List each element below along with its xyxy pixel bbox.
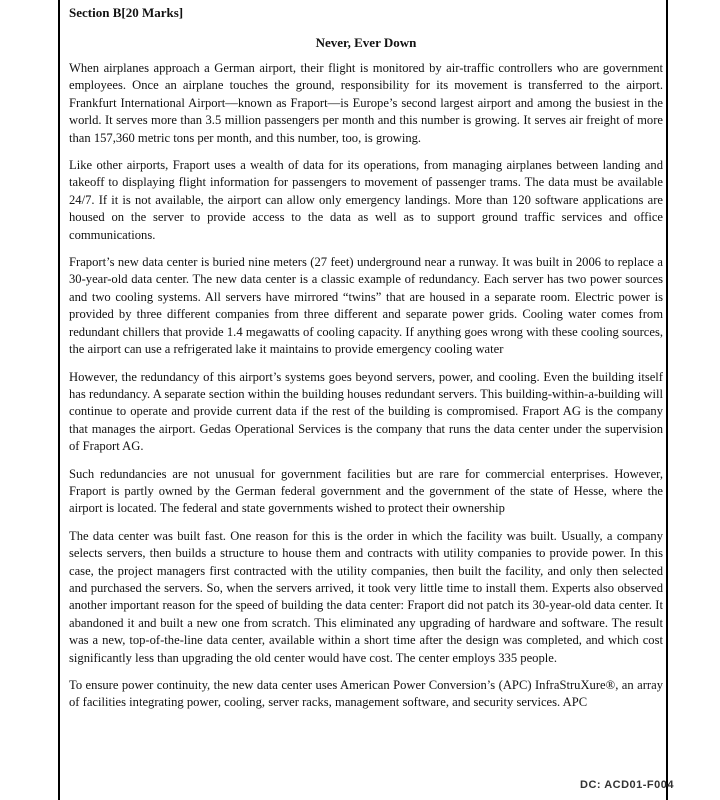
paragraph-intro: When airplanes approach a German airport, their flight is monitored by air-traffic controllers who are government employees. Once an airplane touches the ground, responsibility for its movement is transferred to the airport. Frankfurt International Airport—known as Fraport—is Europe’s second largest airport and among the busiest in the world. It serves more than 3.5 million passengers per month and this number is growing. It serves air freight of more than 157,360 metric tons per month, and this number, too, is growing. bbox=[69, 61, 663, 145]
section-heading: Section B[20 Marks] bbox=[69, 5, 184, 20]
paragraph-new-data-center: Fraport’s new data center is buried nine meters (27 feet) underground near a runway. It was built in 2006 to replace a 30-year-old data center. The new data center is a classic example of redundancy. Each server has two power sources and two cooling systems. All servers have mirrored “twins” that are housed in a separate room. Electric power is provided by three different companies from three different and separate power grids. Cooling water comes from redundant chillers that provide 1.4 megawatts of cooling capacity. If anything goes wrong with these cooling sources, the airport can use a refrigerated lake it maintains to provide emergency cooling water bbox=[69, 255, 663, 357]
article-title: Never, Ever Down bbox=[315, 35, 417, 50]
paragraph-power-continuity: To ensure power continuity, the new data center uses American Power Conversion’s (APC) InfraStruXure®, an array of facilities integrating power, cooling, server racks, management software, and security services. APC bbox=[69, 678, 663, 710]
paragraph-data-usage: Like other airports, Fraport uses a wealth of data for its operations, from managing airplanes between landing and takeoff to displaying flight information for passengers to movement of passenger trams. The data must be available 24/7. If it is not available, the airport can allow only emergency landings. More than 120 software applications are housed on the server to provide access to the data as well as to support ground traffic services and office communications. bbox=[69, 158, 663, 242]
paragraph-build-speed: The data center was built fast. One reason for this is the order in which the facility was built. Usually, a company selects servers, then builds a structure to house them and contracts with utility companies to provide power. In this case, the project managers first contracted with the utility companies, then built the facility, and only then selected and purchased the servers. So, when the servers arrived, it took very little time to install them. Experts also observed another important reason for the speed of building the data center: Fraport did not patch its 30-year-old data center. It abandoned it and built a new one from scratch. This eliminated any upgrading of hardware and software. The result was a new, top-of-the-line data center, available within a short time after the design was completed, and which cost significantly less than upgrading the old center would have cost. The center employs 335 people. bbox=[69, 528, 663, 665]
paragraph-ownership: Such redundancies are not unusual for government facilities but are rare for commercial enterprises. However, Fraport is partly owned by the German federal government and the government of the state of Hesse, where the airport is located. The federal and state governments wished to protect their ownership bbox=[69, 466, 663, 516]
paragraph-building-redundancy: However, the redundancy of this airport’s systems goes beyond servers, power, and cooling. Even the building itself has redundancy. A separate section within the building houses redundant servers. This building-within-a-building will continue to operate and provide current data if the rest of the building is compromised. Fraport AG is the company that manages the airport. Gedas Operational Services is the company that runs the data center under the supervision of Fraport AG. bbox=[69, 369, 663, 454]
document-body bbox=[69, 4, 663, 722]
document-code: DC: ACD01-F004 bbox=[580, 779, 675, 791]
